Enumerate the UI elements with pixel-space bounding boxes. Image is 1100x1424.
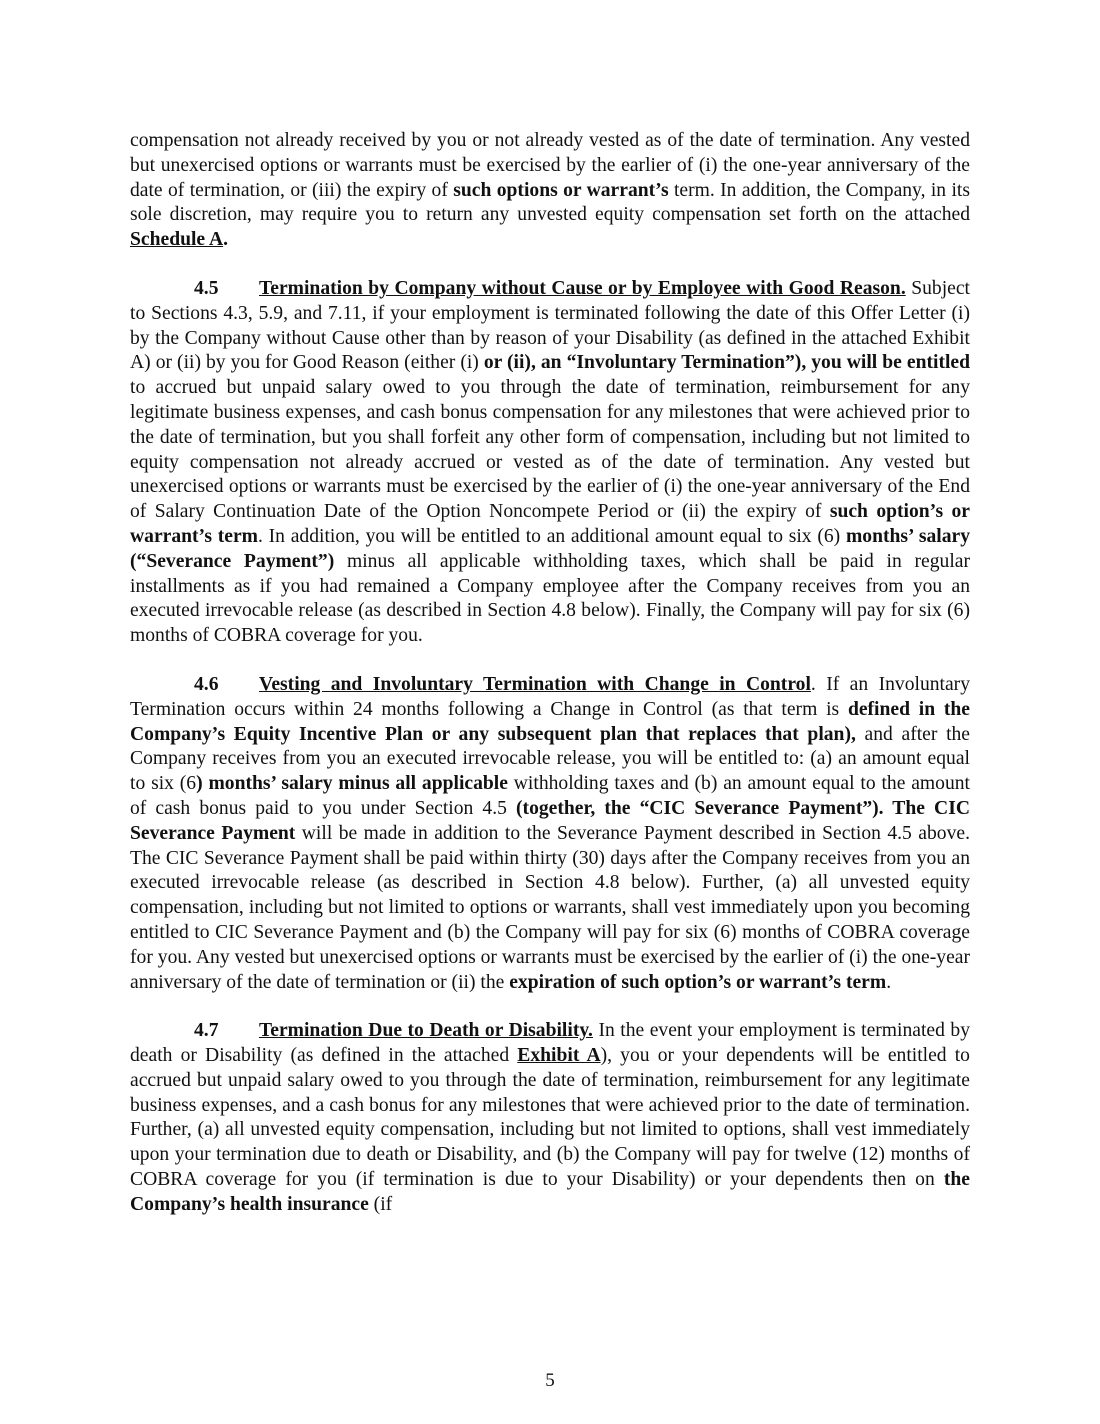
bold-text: (together, the “CIC Severance Payment”). The CIC Severance Payment [130, 797, 970, 844]
document-page [130, 129, 970, 1242]
text: In the event your employment is terminated by death or Disability (as defined in the attached [130, 1020, 971, 1067]
page-number: 5 [545, 1370, 555, 1391]
section-4-6 [130, 673, 970, 995]
text: . In addition, you will be entitled to an additional amount equal to six (6) [257, 525, 846, 547]
schedule-a-reference: Schedule A [130, 229, 224, 251]
bold-text: or (ii), an “Involuntary Termination”), you will be entitled [483, 352, 971, 374]
bold-text: the Company’s health insurance [130, 1169, 970, 1215]
text: ), you or your dependents will be entitled to accrued but unpaid salary owed to you through the date of termination, reimbursement for any legitimate business expenses, and a cash bonus for any milestones that were achieved prior to the date of termination. Further, (a) all unvested equity compensation, including but not limited to options, shall vest immediately upon your termination due to death or Disability, and (b) the Company will pay for twelve (12) months of COBRA coverage for you (if termination is due to your Disability) or your dependents then on [130, 1045, 970, 1191]
section-4-7 [130, 1019, 970, 1217]
text: compensation not already received by you or not already vested as of the date of termination. Any vested but unexercised options or warrants must be exercised by the earlier of (i) the one-year anniversary of the date of termination, or (iii) the expiry of [130, 130, 970, 201]
text: . [223, 229, 228, 251]
text: minus all applicable withholding taxes, which shall be paid in regular installments as if you had remained a Company employee after the Company receives from you an executed irrevocable release (as described in Section 4.8 below). Finally, the Company will pay for six (6) months of COBRA coverage for you. [130, 550, 970, 647]
text: and after the Company receives from you an executed irrevocable release, you will be entitled to: (a) an amount equal to six (6 [130, 723, 971, 795]
bold-text: months’ salary (“Severance Payment”) [130, 525, 970, 572]
text: . [886, 971, 892, 993]
paragraph-continuation [130, 129, 970, 253]
text: will be made in addition to the Severance Payment described in Section 4.5 above. The CIC Severance Payment shall be paid within thirty (30) days after the Company receives from you an executed irrevocable release (as described in Section 4.8 below). Further, (a) all unvested equity compensation, including but not limited to options or warrants, shall vest immediately upon you becoming entitled to CIC Severance Payment and (b) the Company will pay for six (6) months of COBRA coverage for you. Any vested but unexercised options or warrants must be exercised by the earlier of (i) the one-year anniversary of the date of termination or (ii) the [130, 822, 970, 993]
exhibit-a-reference: Exhibit A [517, 1045, 601, 1067]
text: . If an Involuntary Termination occurs within 24 months following a Change in Control (as that term is [130, 673, 970, 720]
bold-text: such options or warrant’s [453, 179, 669, 201]
section-number: 4.7 [194, 1020, 219, 1042]
text: Subject to Sections 4.3, 5.9, and 7.11, if your employment is terminated following the date of this Offer Letter (i) by the Company without Cause other than by reason of your Disability (as defined in the attached Exhibit A) or (ii) by you for Good Reason (either (i) [130, 277, 970, 374]
text: (if [368, 1193, 393, 1215]
bold-text: defined in the Company’s Equity Incentive Plan or any subsequent plan that replaces that plan), [130, 698, 971, 745]
text: term. In addition, the Company, in its sole discretion, may require you to return any unvested equity compensation set forth on the attached [130, 179, 970, 226]
section-number: 4.6 [194, 673, 219, 695]
section-4-5 [130, 277, 970, 649]
bold-text: such option’s or warrant’s term [130, 501, 971, 547]
bold-text: expiration of such option’s or warrant’s term [509, 971, 887, 993]
bold-text: ) months’ salary minus all applicable [196, 773, 508, 795]
text: to accrued but unpaid salary owed to you through the date of termination, reimbursement for any legitimate business expenses, and cash bonus compensation for any milestones that were achieved prior to the date of termination, but you shall forfeit any other form of compensation, including but not limited to equity compensation not already accrued or vested as of the date of termination. Any vested but unexercised options or warrants must be exercised by the earlier of (i) the one-year anniversary of the End of Salary Continuation Date of the Option Noncompete Period or (ii) the expiry of [130, 377, 970, 523]
section-number: 4.5 [194, 277, 219, 299]
section-heading: Termination Due to Death or Disability. [259, 1020, 593, 1042]
section-heading: Termination by Company without Cause or by Employee with Good Reason. [259, 277, 906, 299]
text: withholding taxes and (b) an amount equal to the amount of cash bonus paid to you under Section 4.5 [130, 773, 971, 819]
section-heading: Vesting and Involuntary Termination with Change in Control [259, 673, 811, 695]
